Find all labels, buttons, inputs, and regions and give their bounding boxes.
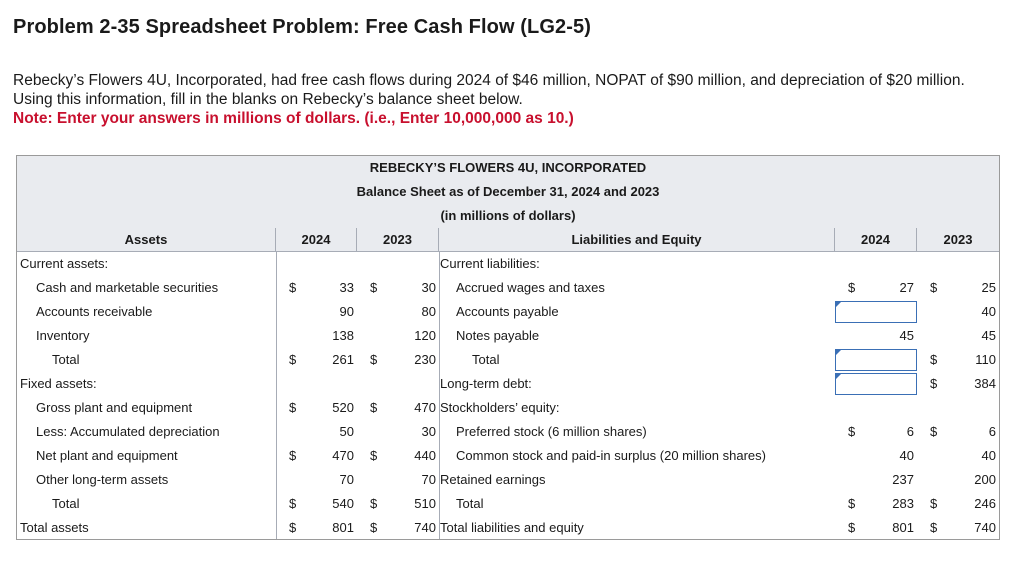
liability-row-label: Total liabilities and equity (440, 520, 584, 535)
liability-2024-value: 801 (892, 520, 914, 535)
asset-2023-dollar-sign: $ (370, 448, 378, 463)
liabilities-column-header: Liabilities and Equity (439, 228, 835, 252)
liability-2024-dollar-sign: $ (848, 496, 856, 511)
liability-2024-value: 40 (899, 448, 914, 463)
liability-row-label: Current liabilities: (440, 256, 540, 271)
asset-2023-value: 30 (421, 280, 436, 295)
asset-2023-dollar-sign: $ (370, 352, 378, 367)
asset-2023-value: 470 (414, 400, 436, 415)
asset-2024-value: 50 (339, 424, 354, 439)
assets-2024-column-header: 2024 (276, 228, 357, 252)
liabilities-2024-column-header: 2024 (835, 228, 917, 252)
asset-row-label: Total (52, 352, 80, 367)
asset-2023-value: 30 (421, 424, 436, 439)
assets-column-header: Assets (17, 228, 276, 252)
answer-note: Note: Enter your answers in millions of dollars. (i.e., Enter 10,000,000 as 10.) (13, 110, 574, 127)
asset-row-label: Inventory (36, 328, 90, 343)
liability-2024-value: 6 (906, 424, 914, 439)
balance-sheet-date-header: Balance Sheet as of December 31, 2024 and 2023 (17, 180, 999, 205)
asset-row-label: Other long-term assets (36, 472, 169, 487)
input-flag-icon (836, 350, 841, 355)
liability-2023-value: 40 (981, 304, 996, 319)
liability-row-label: Preferred stock (6 million shares) (456, 424, 647, 439)
asset-2024-dollar-sign: $ (289, 496, 297, 511)
liability-2023-value: 40 (981, 448, 996, 463)
intro-text: Rebecky’s Flowers 4U, Incorporated, had free cash flows during 2024 of $46 million, NOPAT of $90 million, and depreciation of $20 million. Using this information, fill in the blanks on Rebecky’s balance sheet below. (13, 72, 965, 108)
liability-2023-dollar-sign: $ (930, 352, 938, 367)
asset-2024-value: 801 (332, 520, 354, 535)
liability-2023-dollar-sign: $ (930, 424, 938, 439)
liability-2024-value: 27 (899, 280, 914, 295)
asset-2024-dollar-sign: $ (289, 352, 297, 367)
liability-2024-dollar-sign: $ (848, 424, 856, 439)
asset-2023-dollar-sign: $ (370, 400, 378, 415)
answer-input-2024[interactable] (835, 373, 917, 395)
asset-2023-value: 70 (421, 472, 436, 487)
asset-2024-value: 470 (332, 448, 354, 463)
liability-2023-value: 6 (988, 424, 996, 439)
liability-2024-dollar-sign: $ (848, 280, 856, 295)
liability-2024-value: 283 (892, 496, 914, 511)
asset-2024-dollar-sign: $ (289, 520, 297, 535)
input-flag-icon (836, 302, 841, 307)
liability-row-label: Retained earnings (440, 472, 546, 487)
asset-row-label: Fixed assets: (20, 376, 97, 391)
asset-2023-dollar-sign: $ (370, 280, 378, 295)
input-flag-icon (836, 374, 841, 379)
asset-2023-value: 510 (414, 496, 436, 511)
asset-2024-dollar-sign: $ (289, 280, 297, 295)
asset-2023-value: 740 (414, 520, 436, 535)
asset-2023-value: 80 (421, 304, 436, 319)
liability-2023-value: 45 (981, 328, 996, 343)
liability-2023-value: 740 (974, 520, 996, 535)
asset-row-label: Net plant and equipment (36, 448, 178, 463)
asset-2023-value: 230 (414, 352, 436, 367)
liability-2024-value: 45 (899, 328, 914, 343)
problem-title: Problem 2-35 Spreadsheet Problem: Free Cash Flow (LG2-5) (13, 16, 591, 38)
asset-row-label: Current assets: (20, 256, 109, 271)
asset-2024-value: 70 (339, 472, 354, 487)
asset-2024-dollar-sign: $ (289, 400, 297, 415)
asset-row-label: Accounts receivable (36, 304, 153, 319)
liability-2023-value: 200 (974, 472, 996, 487)
balance-sheet-table (16, 155, 1000, 540)
asset-2024-value: 138 (332, 328, 354, 343)
liability-row-label: Total (456, 496, 484, 511)
liability-row-label: Accounts payable (456, 304, 559, 319)
asset-2023-dollar-sign: $ (370, 496, 378, 511)
liabilities-2023-column-header: 2023 (917, 228, 999, 252)
liability-2023-value: 25 (981, 280, 996, 295)
asset-2024-value: 33 (339, 280, 354, 295)
liability-2023-dollar-sign: $ (930, 280, 938, 295)
company-name-header: REBECKY’S FLOWERS 4U, INCORPORATED (17, 156, 999, 181)
liability-2024-value: 237 (892, 472, 914, 487)
liability-2023-value: 110 (975, 352, 996, 367)
liability-2023-dollar-sign: $ (930, 376, 938, 391)
liability-2023-dollar-sign: $ (930, 520, 938, 535)
asset-2024-value: 520 (332, 400, 354, 415)
asset-row-label: Gross plant and equipment (36, 400, 193, 415)
asset-2024-value: 90 (339, 304, 354, 319)
asset-2023-value: 120 (414, 328, 436, 343)
asset-2023-dollar-sign: $ (370, 520, 378, 535)
asset-row-label: Total assets (20, 520, 89, 535)
units-header: (in millions of dollars) (17, 204, 999, 229)
liability-2023-dollar-sign: $ (930, 496, 938, 511)
asset-row-label: Total (52, 496, 80, 511)
answer-input-2024[interactable] (835, 349, 917, 371)
liability-row-label: Long-term debt: (440, 376, 532, 391)
problem-intro (13, 71, 1003, 128)
liability-row-label: Accrued wages and taxes (456, 280, 605, 295)
liability-2024-dollar-sign: $ (848, 520, 856, 535)
liability-row-label: Notes payable (456, 328, 540, 343)
liability-row-label: Common stock and paid-in surplus (20 million shares) (456, 448, 766, 463)
liability-2023-value: 246 (974, 496, 996, 511)
asset-2024-value: 540 (332, 496, 354, 511)
liability-2023-value: 384 (974, 376, 996, 391)
asset-2023-value: 440 (414, 448, 436, 463)
liability-row-label: Total (472, 352, 500, 367)
asset-row-label: Less: Accumulated depreciation (36, 424, 220, 439)
answer-input-2024[interactable] (835, 301, 917, 323)
asset-2024-value: 261 (332, 352, 354, 367)
assets-2023-column-header: 2023 (357, 228, 439, 252)
asset-2024-dollar-sign: $ (289, 448, 297, 463)
asset-row-label: Cash and marketable securities (36, 280, 219, 295)
liability-row-label: Stockholders’ equity: (440, 400, 560, 415)
